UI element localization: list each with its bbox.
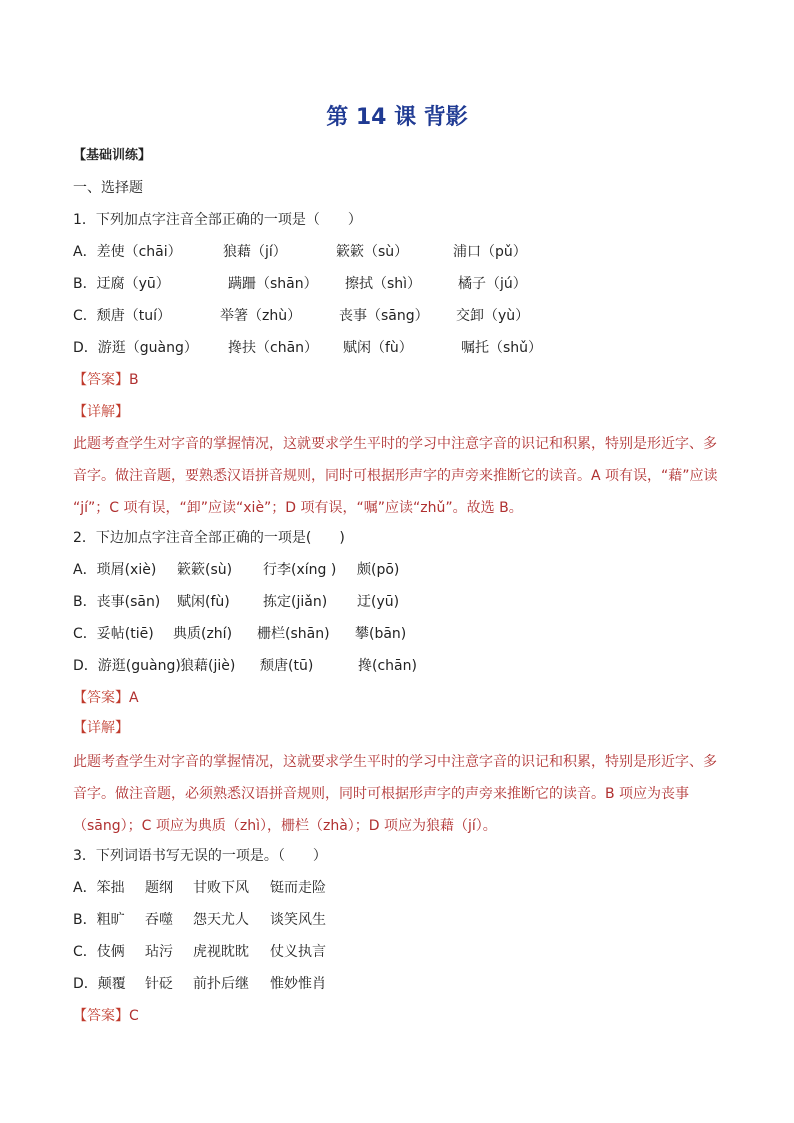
question-1-option-a — [73, 242, 723, 262]
question-2-option-a — [73, 560, 723, 580]
option-text: 仗义执言 — [270, 944, 326, 960]
option-text: 针砭 — [145, 976, 173, 992]
option-text: 擦拭（shì） — [345, 276, 422, 292]
question-2-option-c — [73, 624, 723, 644]
answer-value: C — [129, 1008, 139, 1024]
option-text: 攀(bān) — [355, 626, 407, 642]
question-2-option-b — [73, 592, 723, 612]
option-text: 赋闲(fù) — [177, 594, 230, 610]
option-text: 前扑后继 — [193, 976, 249, 992]
answer-label: 【答案】 — [73, 372, 129, 388]
answer-value: B — [129, 372, 139, 388]
option-text: A．差使（chāi） — [73, 244, 182, 260]
question-1-detail — [73, 428, 723, 524]
question-1-option-b — [73, 274, 723, 294]
question-2-option-d — [73, 656, 723, 676]
option-text: 迂(yū) — [357, 594, 400, 610]
option-text: 行李(xíng ) — [263, 562, 337, 578]
option-text: 虎视眈眈 — [193, 944, 249, 960]
option-text: C．妥帖(tiē) — [73, 626, 154, 642]
question-3-option-a — [73, 878, 723, 898]
option-text: 嘱托（shǔ） — [461, 340, 543, 356]
subsection-heading: 一、选择题 — [73, 180, 143, 196]
page-title: 第 14 课 背影 — [326, 105, 468, 130]
detail-line: 音字。做注音题，要熟悉汉语拼音规则，同时可根据形声字的声旁来推断它的读音。A 项有误，“藉”应读 — [73, 468, 718, 484]
question-1-stem: 1．下列加点字注音全部正确的一项是（ ） — [73, 212, 362, 228]
option-text: D．颠覆 — [73, 976, 126, 992]
option-text: 玷污 — [145, 944, 173, 960]
option-text: 典质(zhí) — [173, 626, 233, 642]
option-text: 狼藉(jiè) — [180, 658, 236, 674]
option-text: 搀扶（chān） — [228, 340, 319, 356]
option-text: 栅栏(shān) — [257, 626, 330, 642]
option-text: 惟妙惟肖 — [270, 976, 326, 992]
option-text: 交卸（yù） — [456, 308, 530, 324]
option-text: 颓唐(tū) — [260, 658, 314, 674]
question-3-stem: 3．下列词语书写无误的一项是。（ ） — [73, 848, 327, 864]
option-text: D．游逛（guàng） — [73, 340, 198, 356]
question-2-detail-label: 【详解】 — [73, 720, 129, 736]
option-text: 甘败下风 — [193, 880, 249, 896]
question-1-option-d — [73, 338, 723, 358]
option-text: A．琐屑(xiè) — [73, 562, 157, 578]
option-text: 簌簌（sù） — [336, 244, 409, 260]
option-text: 举箸（zhù） — [220, 308, 302, 324]
option-text: 橘子（jú） — [458, 276, 527, 292]
option-text: 簌簌(sù) — [177, 562, 233, 578]
question-2-answer — [73, 688, 139, 708]
option-text: B．粗旷 — [73, 912, 125, 928]
option-text: D．游逛(guàng) — [73, 658, 181, 674]
section-heading: 【基础训练】 — [73, 148, 152, 163]
option-text: 搀(chān) — [358, 658, 417, 674]
option-text: 狼藉（jí） — [223, 244, 287, 260]
answer-label: 【答案】 — [73, 690, 129, 706]
option-text: A．笨拙 — [73, 880, 125, 896]
answer-value: A — [129, 690, 139, 706]
option-text: 谈笑风生 — [270, 912, 326, 928]
question-3-option-b — [73, 910, 723, 930]
question-3-option-c — [73, 942, 723, 962]
question-1-answer — [73, 370, 139, 390]
option-text: 浦口（pǔ） — [453, 244, 527, 260]
detail-line: 此题考查学生对字音的掌握情况，这就要求学生平时的学习中注意字音的识记和积累，特别是形近字、多 — [73, 436, 717, 452]
detail-line: “jí”；C 项有误，“卸”应读“xiè”；D 项有误，“嘱”应读“zhǔ”。故选 B。 — [73, 500, 523, 516]
detail-line: 此题考查学生对字音的掌握情况，这就要求学生平时的学习中注意字音的识记和积累，特别是形近字、多 — [73, 754, 717, 770]
option-text: 怨天尤人 — [193, 912, 249, 928]
detail-line: （sāng）；C 项应为典质（zhì），栅栏（zhà）；D 项应为狼藉（jí）。 — [73, 818, 497, 834]
question-3-option-d — [73, 974, 723, 994]
detail-line: 音字。做注音题，必须熟悉汉语拼音规则，同时可根据形声字的声旁来推断它的读音。B 项应为丧事 — [73, 786, 690, 802]
question-3-answer — [73, 1006, 139, 1026]
option-text: 拣定(jiǎn) — [263, 594, 328, 610]
option-text: 题纲 — [145, 880, 173, 896]
question-1-option-c — [73, 306, 723, 326]
option-text: 铤而走险 — [270, 880, 326, 896]
option-text: 吞噬 — [145, 912, 173, 928]
option-text: B．丧事(sān) — [73, 594, 161, 610]
question-2-detail — [73, 746, 723, 842]
question-2-stem: 2．下边加点字注音全部正确的一项是( ) — [73, 530, 345, 546]
option-text: 蹒跚（shān） — [228, 276, 318, 292]
option-text: 颇(pō) — [357, 562, 400, 578]
option-text: C．伎俩 — [73, 944, 125, 960]
option-text: 赋闲（fù） — [343, 340, 413, 356]
option-text: C．颓唐（tuí） — [73, 308, 172, 324]
option-text: B．迂腐（yū） — [73, 276, 170, 292]
option-text: 丧事（sāng） — [339, 308, 429, 324]
question-1-detail-label: 【详解】 — [73, 404, 129, 420]
answer-label: 【答案】 — [73, 1008, 129, 1024]
